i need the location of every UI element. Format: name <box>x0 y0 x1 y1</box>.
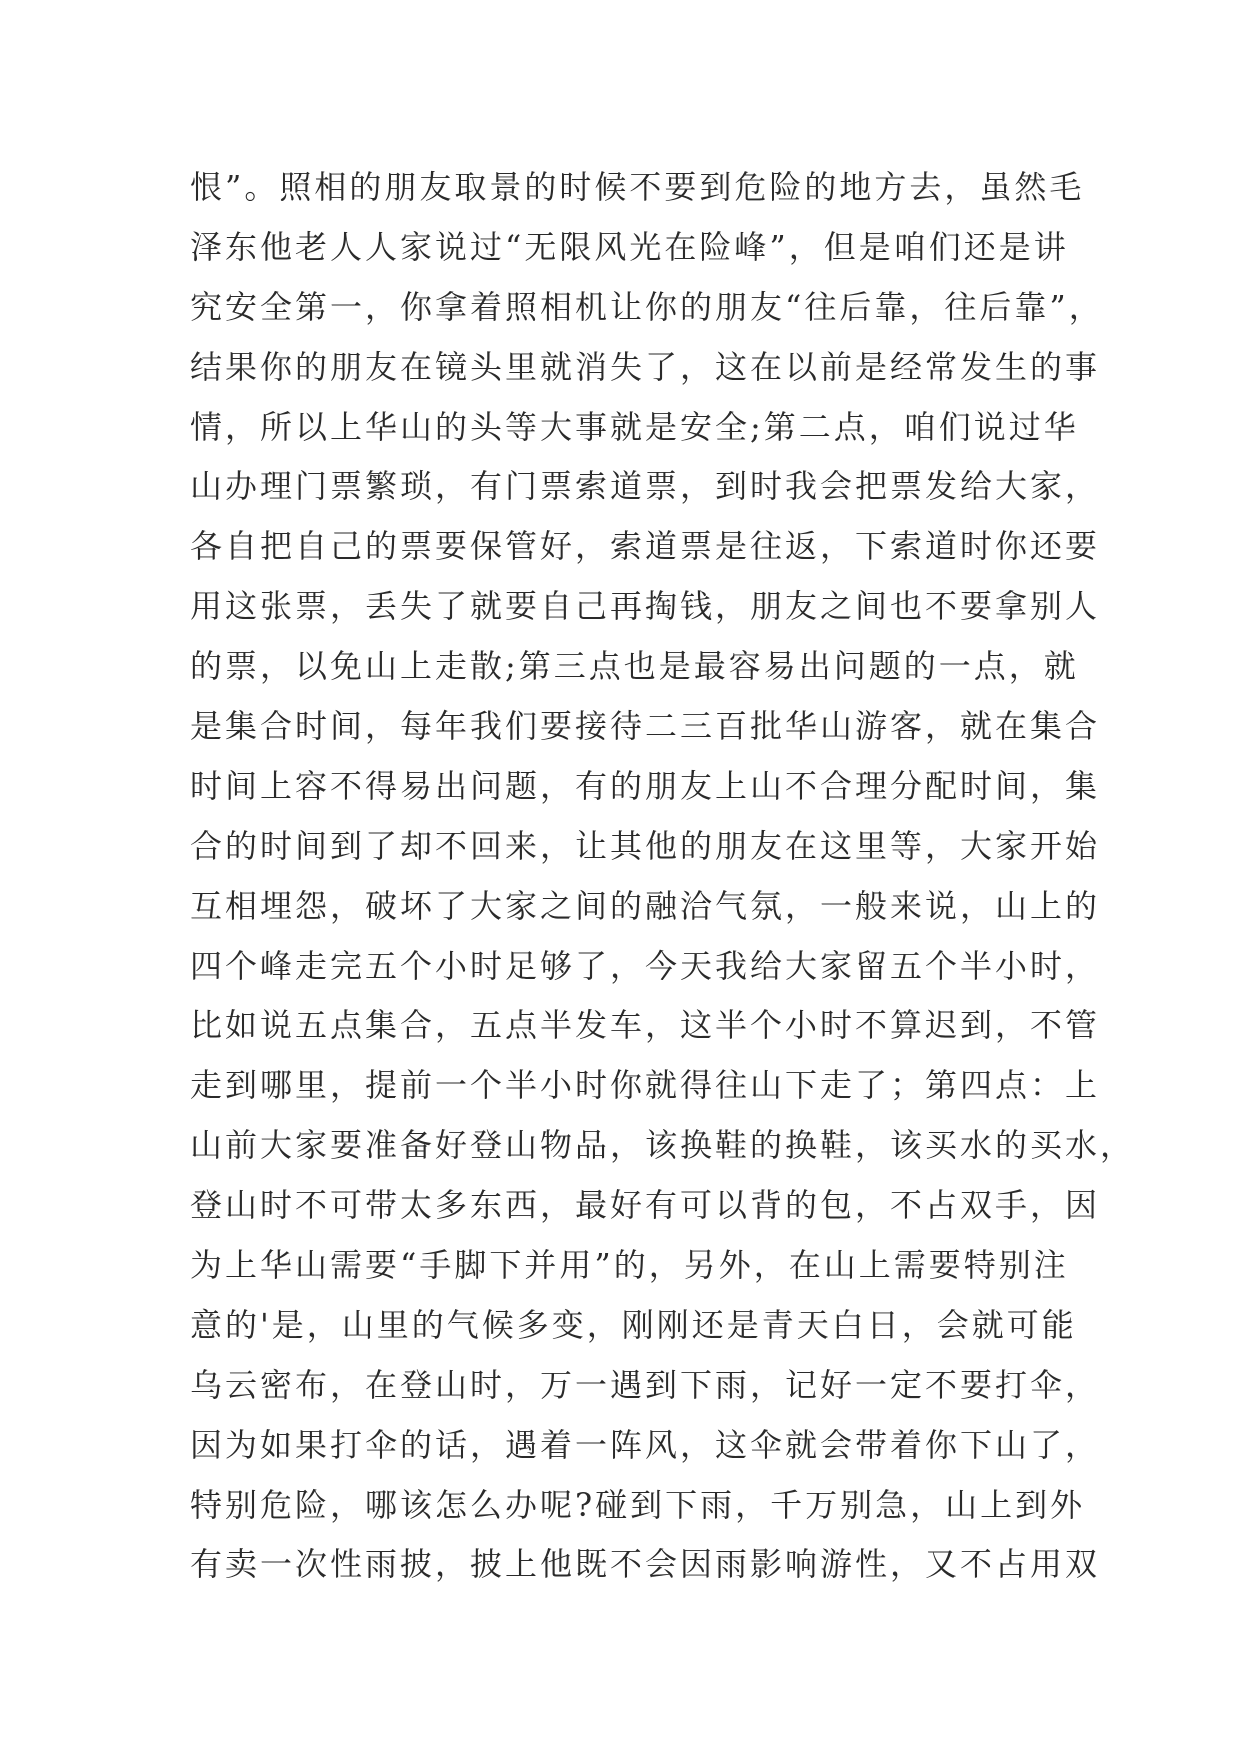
text-line: 山前大家要准备好登山物品，该换鞋的换鞋，该买水的买水， <box>190 1126 1136 1165</box>
text-line: 时间上容不得易出问题，有的朋友上山不合理分配时间，集 <box>190 766 1101 805</box>
text-line: 乌云密布，在登山时，万一遇到下雨，记好一定不要打伞， <box>190 1365 1101 1404</box>
text-line: 互相埋怨，破坏了大家之间的融洽气氛，一般来说，山上的 <box>190 886 1101 925</box>
text-line: 情，所以上华山的头等大事就是安全;第二点，咱们说过华 <box>190 407 1079 446</box>
text-line: 特别危险，哪该怎么办呢?碰到下雨，千万别急，山上到外 <box>190 1485 1086 1524</box>
text-line: 四个峰走完五个小时足够了，今天我给大家留五个半小时， <box>190 946 1101 985</box>
text-line: 合的时间到了却不回来，让其他的朋友在这里等，大家开始 <box>190 826 1101 865</box>
text-line: 为上华山需要“手脚下并用”的，另外，在山上需要特别注 <box>190 1246 1069 1285</box>
text-line: 的票，以免山上走散;第三点也是最容易出问题的一点，就 <box>190 647 1079 686</box>
text-line: 山办理门票繁琐，有门票索道票，到时我会把票发给大家， <box>190 467 1101 506</box>
text-line: 用这张票，丢失了就要自己再掏钱，朋友之间也不要拿别人 <box>190 587 1101 626</box>
body-text <box>190 158 1136 1595</box>
text-line: 有卖一次性雨披，披上他既不会因雨影响游性，又不占用双 <box>190 1545 1101 1584</box>
text-line: 走到哪里，提前一个半小时你就得往山下走了；第四点：上 <box>190 1066 1101 1105</box>
text-line: 泽东他老人人家说过“无限风光在险峰”，但是咱们还是讲 <box>190 227 1069 266</box>
text-line: 意的'是，山里的气候多变，刚刚还是青天白日，会就可能 <box>190 1305 1077 1344</box>
text-line: 比如说五点集合，五点半发车，这半个小时不算迟到，不管 <box>190 1006 1101 1045</box>
text-line: 恨”。照相的朋友取景的时候不要到危险的地方去，虽然毛 <box>190 168 1085 206</box>
text-line: 结果你的朋友在镜头里就消失了，这在以前是经常发生的事 <box>190 347 1101 386</box>
text-line: 各自把自己的票要保管好，索道票是往返，下索道时你还要 <box>190 527 1101 566</box>
text-line: 因为如果打伞的话，遇着一阵风，这伞就会带着你下山了， <box>190 1425 1101 1464</box>
text-line: 是集合时间，每年我们要接待二三百批华山游客，就在集合 <box>190 707 1101 746</box>
text-line: 究安全第一，你拿着照相机让你的朋友“往后靠，往后靠”， <box>190 287 1104 326</box>
text-line: 登山时不可带太多东西，最好有可以背的包，不占双手，因 <box>190 1186 1101 1225</box>
